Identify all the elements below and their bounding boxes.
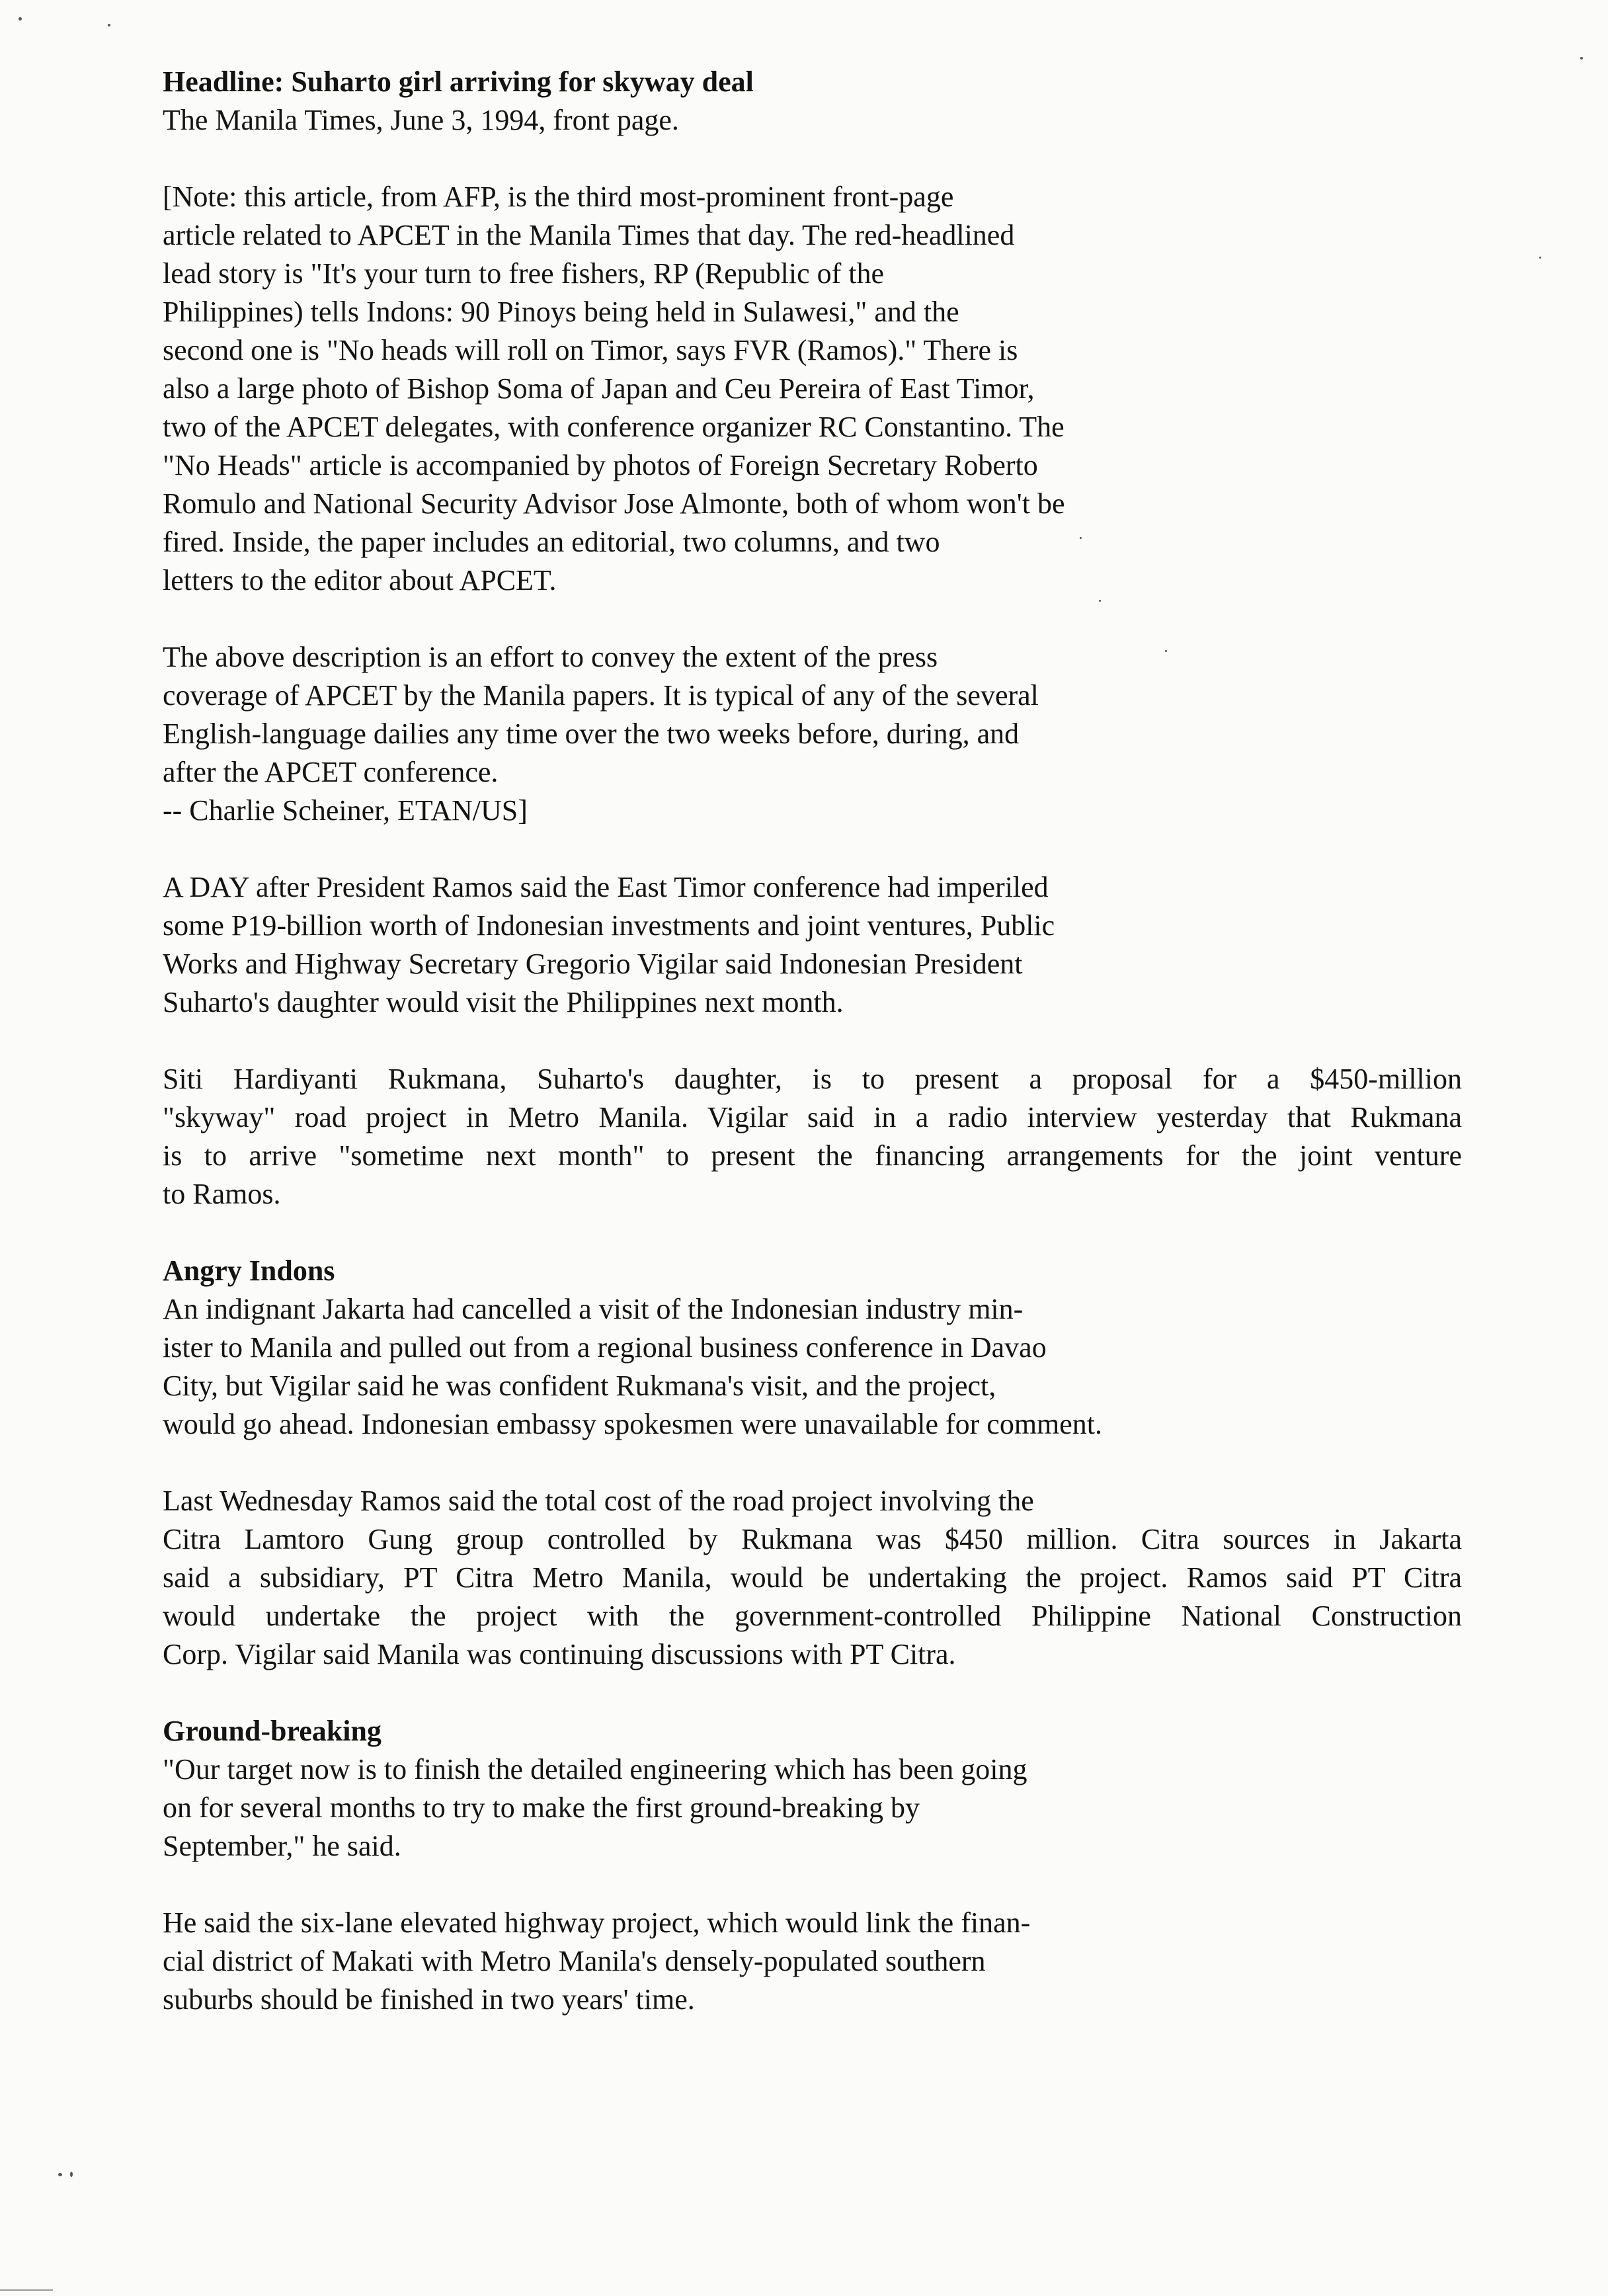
headline-label: Headline: — [163, 65, 284, 98]
text-line: "Our target now is to finish the detailed engineering which has been going — [163, 1753, 1027, 1785]
text-line: Romulo and National Security Advisor Jose Almonte, both of whom won't be — [163, 487, 1065, 520]
signature-line: -- Charlie Scheiner, ETAN/US] — [163, 794, 528, 827]
scan-speck — [1099, 600, 1101, 602]
text-line: suburbs should be finished in two years' time. — [163, 1983, 695, 2016]
text-line: Suharto's daughter would visit the Philippines next month. — [163, 986, 844, 1018]
text-line: ister to Manila and pulled out from a regional business conference in Davao — [163, 1331, 1047, 1364]
body-paragraph-1 — [163, 868, 1485, 1022]
scan-edge-line — [0, 2289, 53, 2291]
scan-speck — [58, 2173, 62, 2176]
text-line: cial district of Makati with Metro Manila's densely-populated southern — [163, 1945, 986, 1977]
headline — [163, 63, 1485, 101]
text-line: Siti Hardiyanti Rukmana, Suharto's daughter, is to present a proposal for a $450-million — [163, 1063, 1462, 1095]
note-paragraph-1 — [163, 178, 1485, 600]
spacer — [163, 830, 1485, 868]
text-line: lead story is "It's your turn to free fishers, RP (Republic of the — [163, 257, 885, 290]
text-line: [Note: this article, from AFP, is the third most-prominent front-page — [163, 181, 954, 213]
text-line: to Ramos. — [163, 1178, 281, 1210]
text-line: The above description is an effort to convey the extent of the press — [163, 641, 938, 673]
note-paragraph-2 — [163, 638, 1485, 830]
spacer — [163, 140, 1485, 178]
text-line: A DAY after President Ramos said the East Timor conference had imperiled — [163, 871, 1049, 903]
scan-speck — [1580, 57, 1583, 60]
text-line: two of the APCET delegates, with conference organizer RC Constantino. The — [163, 411, 1065, 443]
text-line: Citra Lamtoro Gung group controlled by Rukmana was $450 million. Citra sources in Jakarta — [163, 1523, 1462, 1555]
body-paragraph-3 — [163, 1290, 1485, 1444]
text-line: on for several months to try to make the first ground-breaking by — [163, 1791, 920, 1824]
text-line: Last Wednesday Ramos said the total cost of the road project involving the — [163, 1485, 1034, 1517]
source-line: The Manila Times, June 3, 1994, front page. — [163, 104, 679, 136]
text-line: Corp. Vigilar said Manila was continuing discussions with PT Citra. — [163, 1638, 956, 1670]
text-line: also a large photo of Bishop Soma of Japan and Ceu Pereira of East Timor, — [163, 372, 1035, 405]
text-line: Works and Highway Secretary Gregorio Vigilar said Indonesian President — [163, 948, 1023, 980]
spacer — [163, 1022, 1485, 1060]
text-line: said a subsidiary, PT Citra Metro Manila, would be undertaking the project. Ramos said PT Citra — [163, 1561, 1462, 1594]
scan-speck — [108, 24, 110, 26]
scan-speck — [1080, 537, 1082, 539]
text-line: article related to APCET in the Manila Times that day. The red-headlined — [163, 219, 1015, 251]
spacer — [163, 1866, 1485, 1904]
text-line: "skyway" road project in Metro Manila. Vigilar said in a radio interview yesterday that Rukmana — [163, 1101, 1462, 1133]
text-line: is to arrive "sometime next month" to present the financing arrangements for the joint venture — [163, 1139, 1462, 1172]
text-line: Philippines) tells Indons: 90 Pinoys being held in Sulawesi," and the — [163, 296, 959, 328]
text-line: City, but Vigilar said he was confident Rukmana's visit, and the project, — [163, 1370, 996, 1402]
spacer — [163, 600, 1485, 638]
text-line: He said the six-lane elevated highway project, which would link the finan- — [163, 1906, 1031, 1939]
text-line: fired. Inside, the paper includes an editorial, two columns, and two — [163, 526, 940, 558]
text-line: second one is "No heads will roll on Timor, says FVR (Ramos)." There is — [163, 334, 1018, 366]
headline-text: Suharto girl arriving for skyway deal — [291, 65, 754, 98]
body-paragraph-2 — [163, 1060, 1485, 1213]
text-line: An indignant Jakarta had cancelled a visit of the Indonesian industry min- — [163, 1293, 1024, 1325]
text-line: would undertake the project with the government-controlled Philippine National Construction — [163, 1600, 1462, 1632]
text-line: coverage of APCET by the Manila papers. It is typical of any of the several — [163, 679, 1039, 712]
spacer — [163, 1213, 1485, 1252]
scan-speck — [19, 17, 22, 20]
text-line: "No Heads" article is accompanied by photos of Foreign Secretary Roberto — [163, 449, 1038, 481]
text-line: September," he said. — [163, 1830, 401, 1862]
subhead-ground-breaking: Ground-breaking — [163, 1715, 382, 1747]
text-line: letters to the editor about APCET. — [163, 564, 557, 596]
body-paragraph-4 — [163, 1482, 1485, 1674]
document-page — [163, 63, 1485, 2019]
text-line: would go ahead. Indonesian embassy spokesmen were unavailable for comment. — [163, 1408, 1103, 1440]
scan-speck — [70, 2172, 73, 2177]
spacer — [163, 1444, 1485, 1482]
text-line: some P19-billion worth of Indonesian investments and joint ventures, Public — [163, 909, 1055, 942]
scan-speck — [1165, 650, 1167, 652]
body-paragraph-6 — [163, 1904, 1485, 2019]
text-line: after the APCET conference. — [163, 756, 499, 788]
scan-speck — [1539, 257, 1541, 259]
text-line: English-language dailies any time over the two weeks before, during, and — [163, 718, 1020, 750]
subhead-angry-indons: Angry Indons — [163, 1254, 335, 1287]
body-paragraph-5 — [163, 1750, 1485, 1866]
spacer — [163, 1674, 1485, 1712]
